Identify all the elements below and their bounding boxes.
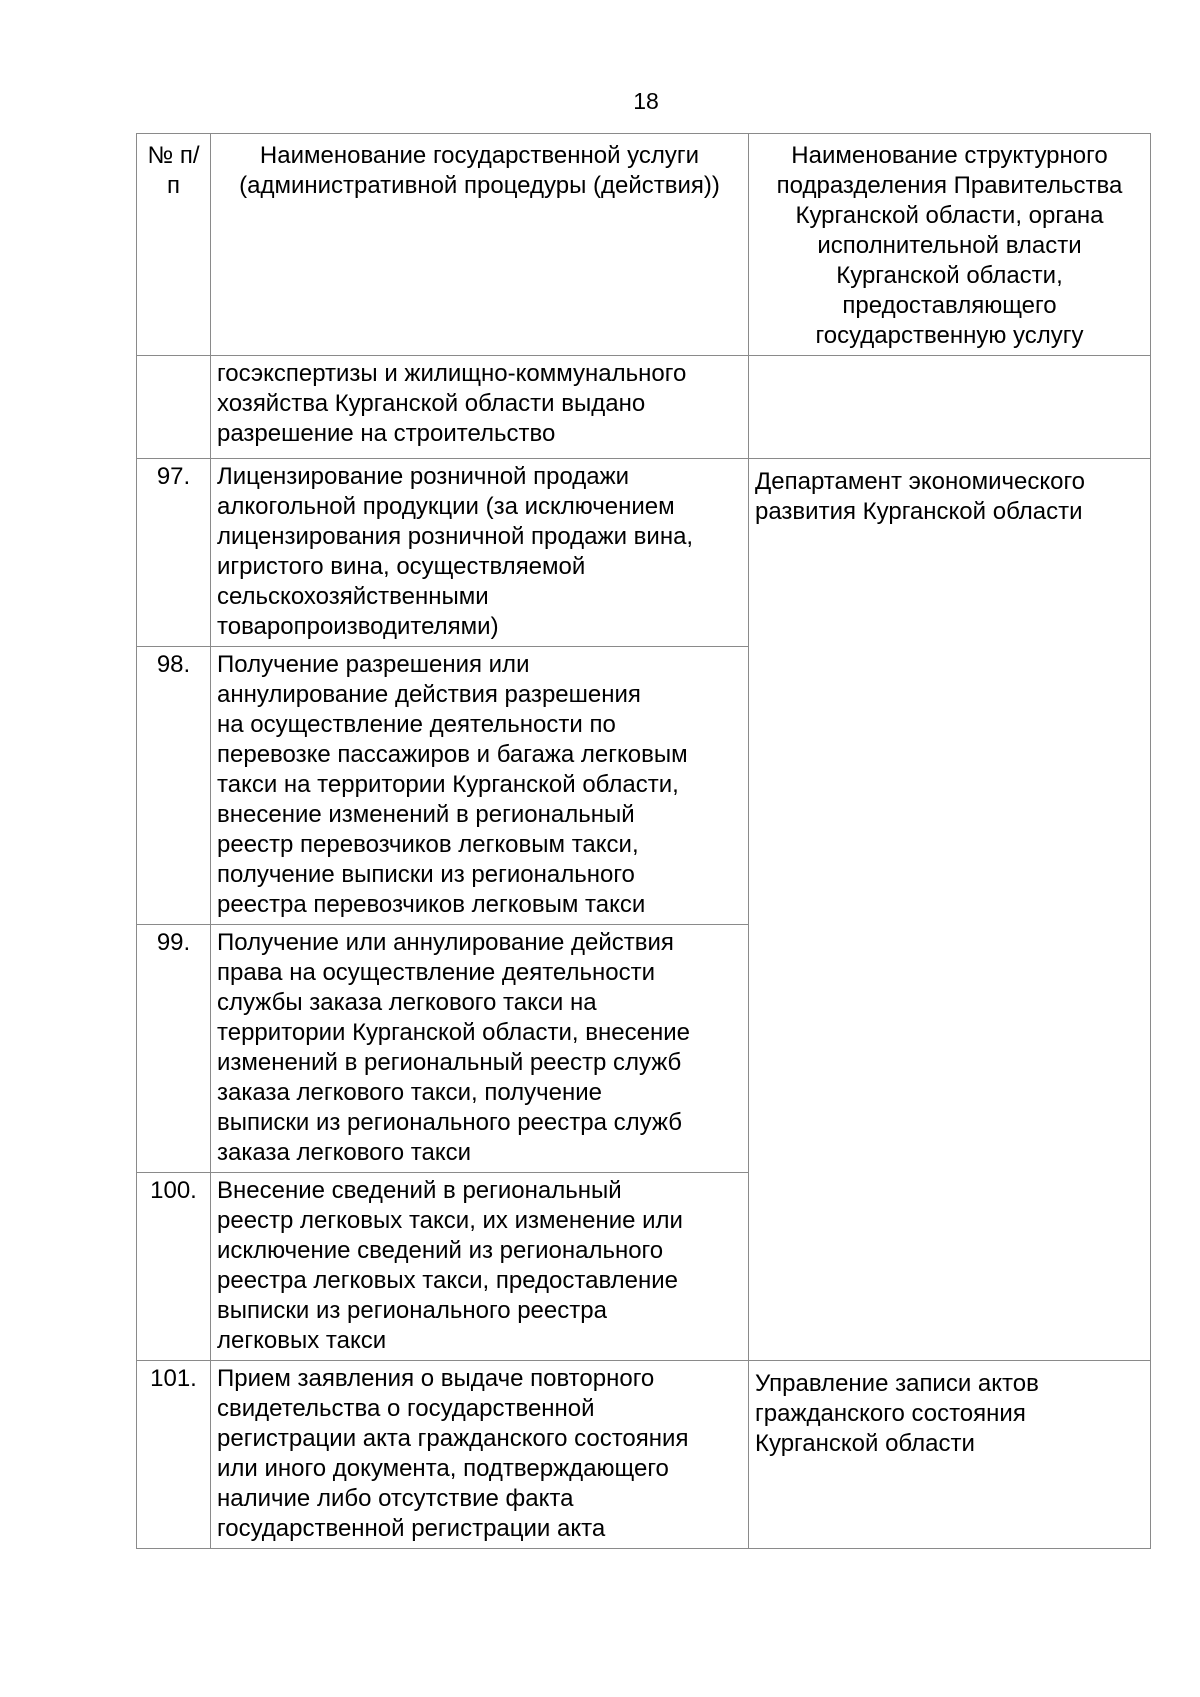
service-name: Получение или аннулирование действия права на осуществление деятельности службы заказа легкового такси на территории Курганской области, внесение изменений в региональный реестр служб заказа легкового такси, получение выписки из регионального реестра служб заказа легкового такси <box>211 925 749 1173</box>
row-number: 101. <box>137 1361 211 1549</box>
header-service-name: Наименование государственной услуги (административной процедуры (действия)) <box>211 134 749 356</box>
table-row <box>137 459 1151 647</box>
services-table <box>136 133 1151 1549</box>
row-number: 98. <box>137 647 211 925</box>
table-header-row <box>137 134 1151 356</box>
department-name <box>749 356 1151 459</box>
row-number: 100. <box>137 1173 211 1361</box>
service-name: Внесение сведений в региональный реестр легковых такси, их изменение или исключение сведений из регионального реестра легковых такси, предоставление выписки из регионального реестра легковых такси <box>211 1173 749 1361</box>
department-name: Управление записи актов гражданского состояния Курганской области <box>749 1361 1151 1549</box>
row-number: 97. <box>137 459 211 647</box>
header-department: Наименование структурного подразделения Правительства Курганской области, органа исполнительной власти Курганской области, предоставляющего государственную услугу <box>749 134 1151 356</box>
row-number <box>137 356 211 459</box>
service-name: Лицензирование розничной продажи алкогольной продукции (за исключением лицензирования розничной продажи вина, игристого вина, осуществляемой сельскохозяйственными товаропроизводителями) <box>211 459 749 647</box>
page-number: 18 <box>633 88 659 114</box>
service-name: госэкспертизы и жилищно-коммунального хозяйства Курганской области выдано разрешение на строительство <box>211 356 749 459</box>
service-name: Получение разрешения или аннулирование действия разрешения на осуществление деятельности по перевозке пассажиров и багажа легковым такси на территории Курганской области, внесение изменений в региональный реестр перевозчиков легковым такси, получение выписки из регионального реестра перевозчиков легковым такси <box>211 647 749 925</box>
table-row <box>137 1361 1151 1549</box>
header-number: № п/п <box>137 134 211 356</box>
row-number: 99. <box>137 925 211 1173</box>
department-name: Департамент экономического развития Курганской области <box>749 459 1151 1361</box>
table-row <box>137 356 1151 459</box>
service-name: Прием заявления о выдаче повторного свидетельства о государственной регистрации акта гражданского состояния или иного документа, подтверждающего наличие либо отсутствие факта государственной регистрации акта <box>211 1361 749 1549</box>
